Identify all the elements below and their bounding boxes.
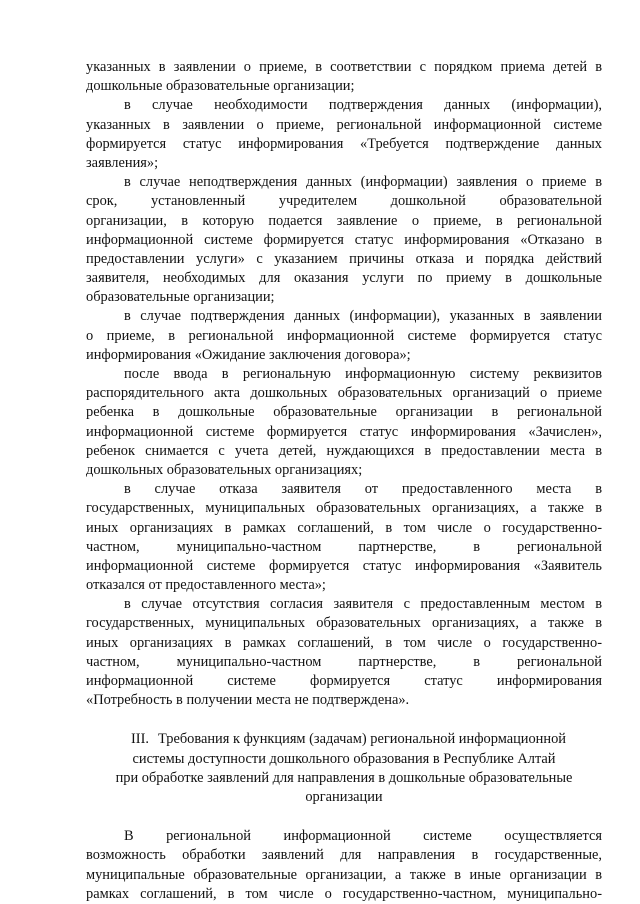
- text-line: в случае необходимости подтверждения данных (информации),: [124, 97, 602, 114]
- heading-line: при обработке заявлений для направления в дошкольные образовательные: [115, 769, 573, 786]
- text-line: в случае подтверждения данных (информации), указанных в заявлении: [124, 308, 602, 325]
- document-body: [86, 58, 602, 904]
- paragraph: [86, 480, 602, 595]
- text-line: ребенка в дошкольные образовательные организации в региональной: [86, 404, 602, 421]
- paragraph: [86, 58, 602, 96]
- text-line: в случае неподтверждения данных (информации) заявления о приеме в: [124, 174, 602, 191]
- spacer: [86, 710, 602, 730]
- text-line: информационной системе формируется статус информирования «Заявитель: [86, 557, 602, 574]
- paragraph: [86, 96, 602, 173]
- heading-line: системы доступности дошкольного образования в Республике Алтай: [132, 750, 556, 767]
- text-line: формируется статус информирования «Требуется подтверждение данных: [86, 135, 602, 152]
- text-line: заявления»;: [86, 154, 159, 171]
- text-line: образовательные организации;: [86, 289, 275, 306]
- text-line: в случае отсутствия согласия заявителя с предоставленным местом в: [124, 596, 602, 613]
- text-line: организации, в которую подается заявление о приеме, в региональной: [86, 212, 602, 229]
- paragraph: [86, 827, 602, 904]
- section-heading: [86, 730, 602, 807]
- text-line: «Потребность в получении места не подтверждена».: [86, 692, 410, 709]
- heading-text: Требования к функциям (задачам) региональной информационной: [158, 731, 566, 748]
- text-line: срок, установленный учредителем дошкольной образовательной: [86, 193, 602, 210]
- text-line: информационной системе формируется статус информирования «Отказано в: [86, 231, 602, 248]
- text-line: государственных, муниципальных образовательных организациях, а также в: [86, 500, 602, 517]
- text-line: отказался от предоставленного места»;: [86, 577, 326, 594]
- text-line: указанных в заявлении о приеме, региональной информационной системе: [86, 116, 602, 133]
- text-line: указанных в заявлении о приеме, в соответствии с порядком приема детей в: [86, 59, 602, 75]
- text-line: предоставлении услуги» с указанием причины отказа и порядка действий: [86, 250, 602, 267]
- paragraph: [86, 173, 602, 307]
- text-line: дошкольные образовательные организации;: [86, 78, 355, 95]
- text-line: государственных, муниципальных образовательных организациях, а также в: [86, 615, 602, 632]
- text-line: информационной системе формируется статус информирования «Зачислен»,: [86, 423, 602, 440]
- text-line: о приеме, в региональной информационной системе формируется статус: [86, 327, 602, 344]
- heading-line: [86, 730, 602, 749]
- text-line: после ввода в региональную информационную систему реквизитов: [124, 366, 602, 382]
- text-line: заявителя, необходимых для оказания услуги по приему в дошкольные: [86, 270, 602, 287]
- paragraph: [86, 365, 602, 480]
- text-line: муниципальные образовательные организации, а также в иные организации в: [86, 866, 602, 883]
- spacer: [86, 807, 602, 827]
- text-line: рамках соглашений, в том числе о государственно-частном, муниципально-: [86, 885, 602, 902]
- text-line: частном, муниципально-частном партнерстве, в региональной: [86, 653, 602, 670]
- text-line: дошкольных образовательных организациях;: [86, 461, 363, 478]
- text-line: иных организациях в рамках соглашений, в том числе о государственно-: [86, 634, 602, 651]
- paragraph: [86, 595, 602, 710]
- text-line: возможность обработки заявлений для направления в государственные,: [86, 847, 602, 864]
- text-line: информационной системе формируется статус информирования: [86, 673, 602, 689]
- text-line: частном, муниципально-частном партнерстве, в региональной: [86, 538, 602, 555]
- heading-line: организации: [305, 788, 383, 805]
- text-line: ребенок снимается с учета детей, нуждающихся в предоставлении места в: [86, 442, 602, 459]
- text-line: В региональной информационной системе осуществляется: [124, 828, 602, 845]
- text-line: информирования «Ожидание заключения договора»;: [86, 346, 411, 363]
- paragraph: [86, 307, 602, 365]
- text-line: в случае отказа заявителя от предоставленного места в: [124, 481, 602, 498]
- text-line: иных организациях в рамках соглашений, в том числе о государственно-: [86, 519, 602, 536]
- section-number: III.: [131, 731, 149, 748]
- text-line: распорядительного акта дошкольных образовательных организаций о приеме: [86, 385, 602, 402]
